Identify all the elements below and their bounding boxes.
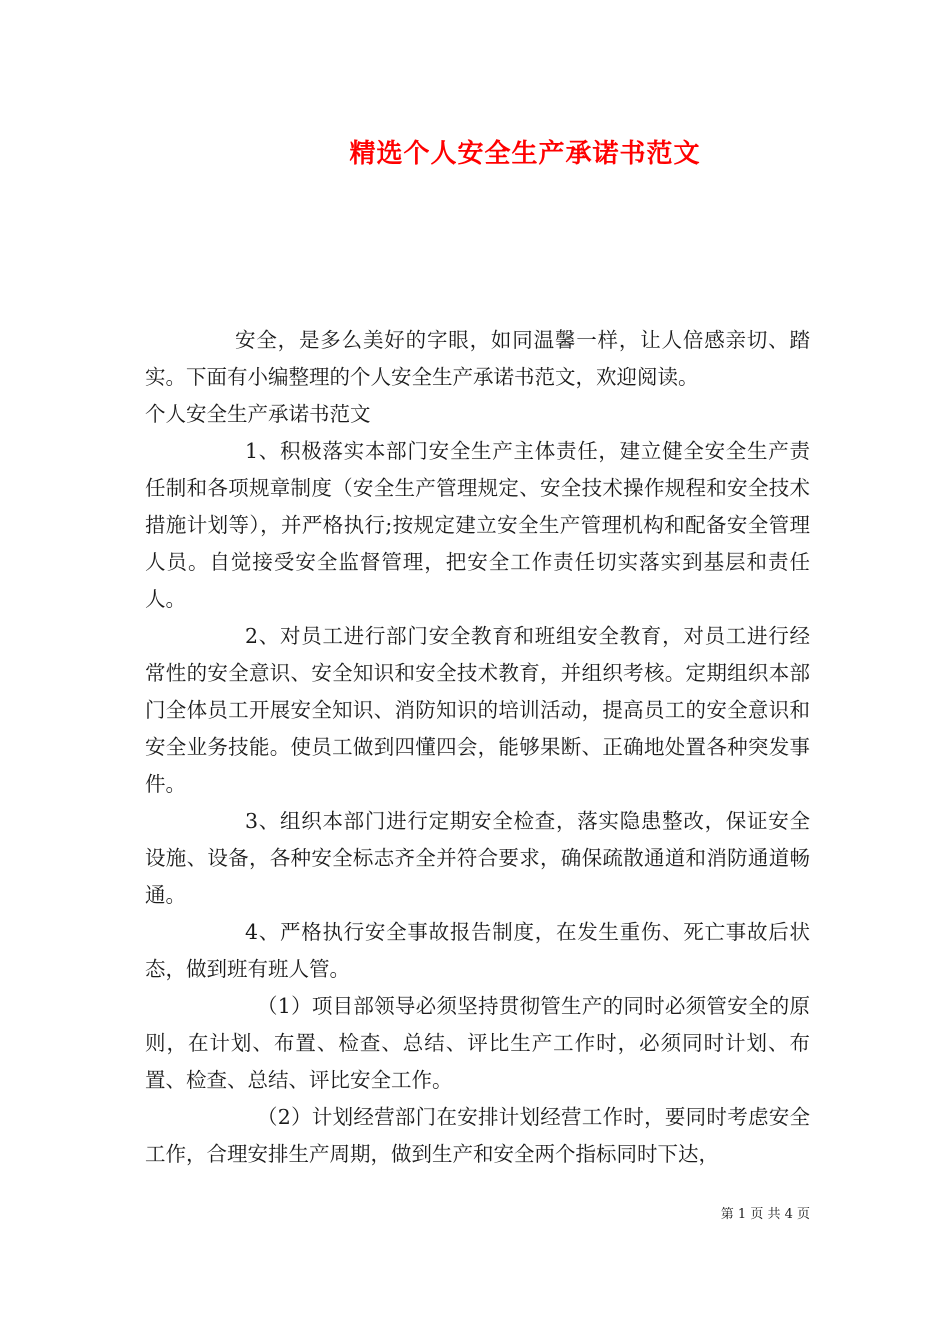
sub-paragraph-2: （2）计划经营部门在安排计划经营工作时，要同时考虑安全工作，合理安排生产周期，做到生产和安全两个指标同时下达， [145, 1105, 810, 1166]
item-paragraph-4: 4、严格执行安全事故报告制度，在发生重伤、死亡事故后状态，做到班有班人管。 [145, 920, 810, 981]
intro-paragraph: 安全，是多么美好的字眼，如同温馨一样，让人倍感亲切、踏实。下面有小编整理的个人安全生产承诺书范文，欢迎阅读。 [145, 328, 810, 389]
section-heading: 个人安全生产承诺书范文 [145, 402, 371, 426]
item-paragraph-3: 3、组织本部门进行定期安全检查，落实隐患整改，保证安全设施、设备，各种安全标志齐全并符合要求，确保疏散通道和消防通道畅通。 [145, 809, 810, 907]
document-body [145, 322, 810, 1173]
item-paragraph-1: 1、积极落实本部门安全生产主体责任，建立健全安全生产责任制和各项规章制度（安全生产管理规定、安全技术操作规程和安全技术措施计划等），并严格执行;按规定建立安全生产管理机构和配备安全管理人员。自觉接受安全监督管理，把安全工作责任切实落实到基层和责任人。 [145, 439, 810, 611]
document-title: 精选个人安全生产承诺书范文 [349, 139, 701, 169]
page-number-footer: 第 1 页 共 4 页 [720, 1207, 810, 1222]
sub-paragraph-1: （1）项目部领导必须坚持贯彻管生产的同时必须管安全的原则，在计划、布置、检查、总结、评比生产工作时，必须同时计划、布置、检查、总结、评比安全工作。 [145, 994, 810, 1092]
item-paragraph-2: 2、对员工进行部门安全教育和班组安全教育，对员工进行经常性的安全意识、安全知识和安全技术教育，并组织考核。定期组织本部门全体员工开展安全知识、消防知识的培训活动，提高员工的安全意识和安全业务技能。使员工做到四懂四会，能够果断、正确地处置各种突发事件。 [145, 624, 810, 796]
